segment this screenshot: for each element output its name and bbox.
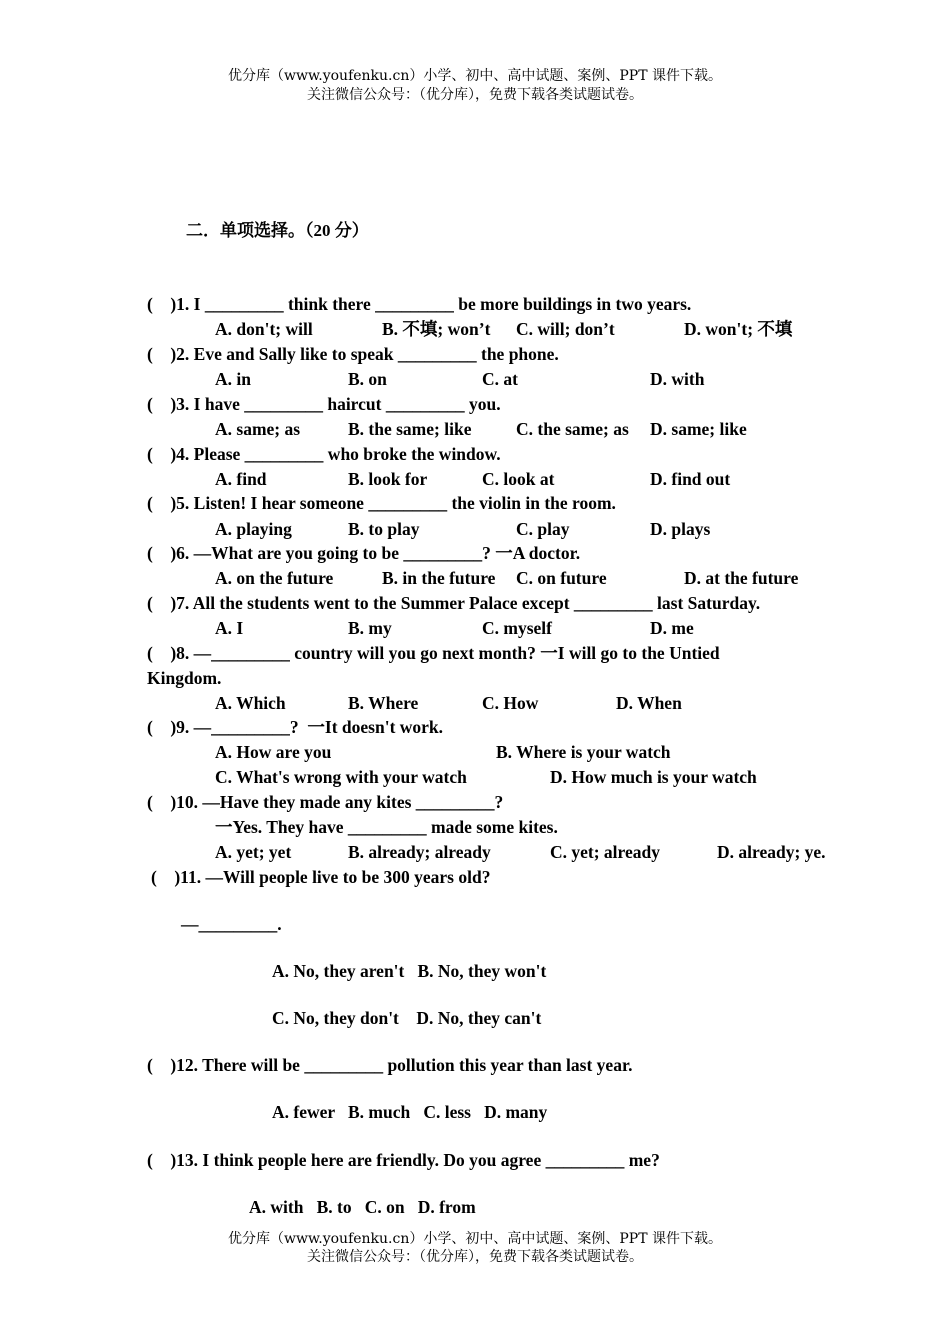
question-6-stem: ( )6. —What are you going to be _________? 一A doctor. xyxy=(147,543,581,563)
question-5-stem: ( )5. Listen! I hear someone _________ the violin in the room. xyxy=(147,493,616,513)
question-10-stem: ( )10. —Have they made any kites _________? xyxy=(147,792,504,812)
question-7-option-a: A. I xyxy=(215,618,244,638)
question-10-option-b: B. already; already xyxy=(348,842,491,862)
question-4-option-c: C. look at xyxy=(482,469,555,489)
question-8-option-c: C. How xyxy=(482,693,539,713)
question-3-option-b: B. the same; like xyxy=(348,419,472,439)
question-13-stem: ( )13. I think people here are friendly. Do you agree _________ me? xyxy=(147,1150,660,1170)
question-11-stem: ( )11. —Will people live to be 300 years old? xyxy=(151,867,491,887)
question-11-answer-blank: —_________. xyxy=(181,914,282,934)
question-7-option-d: D. me xyxy=(650,618,694,638)
question-9-stem: ( )9. —_________? 一It doesn't work. xyxy=(147,717,444,737)
question-7-option-b: B. my xyxy=(348,618,392,638)
question-8-option-b: B. Where xyxy=(348,693,419,713)
question-7-stem: ( )7. All the students went to the Summer Palace except _________ last Saturday. xyxy=(147,593,761,613)
question-6-option-c: C. on future xyxy=(516,568,607,588)
question-8-option-a: A. Which xyxy=(215,693,286,713)
question-8-stem-continued: Kingdom. xyxy=(147,668,222,688)
page-footer-line-1: 优分库（www.youfenku.cn）小学、初中、高中试题、案例、PPT 课件下载。 xyxy=(227,1231,722,1247)
question-5-option-d: D. plays xyxy=(650,519,711,539)
page-header-line-1: 优分库（www.youfenku.cn）小学、初中、高中试题、案例、PPT 课件下载。 xyxy=(227,68,722,84)
question-1-option-a: A. don't; will xyxy=(215,319,313,339)
question-13-options: A. with B. to C. on D. from xyxy=(249,1197,476,1217)
question-9-option-a: A. How are you xyxy=(215,742,332,762)
question-4-option-a: A. find xyxy=(215,469,267,489)
question-6-option-b: B. in the future xyxy=(382,568,496,588)
question-6-option-d: D. at the future xyxy=(684,568,799,588)
question-6-option-a: A. on the future xyxy=(215,568,334,588)
question-1-option-b: B. 不填; won’t xyxy=(382,319,491,339)
question-5-option-c: C. play xyxy=(516,519,570,539)
question-9-option-d: D. How much is your watch xyxy=(550,767,757,787)
question-1-option-d: D. won't; 不填 xyxy=(684,319,793,339)
question-12-options: A. fewer B. much C. less D. many xyxy=(272,1102,548,1122)
question-4-option-d: D. find out xyxy=(650,469,731,489)
question-2-option-d: D. with xyxy=(650,369,705,389)
question-2-stem: ( )2. Eve and Sally like to speak _________ the phone. xyxy=(147,344,559,364)
question-7-option-c: C. myself xyxy=(482,618,552,638)
question-10-option-a: A. yet; yet xyxy=(215,842,292,862)
question-9-option-b: B. Where is your watch xyxy=(496,742,671,762)
question-3-stem: ( )3. I have _________ haircut _________ you. xyxy=(147,394,501,414)
page-footer-line-2: 关注微信公众号：（优分库），免费下载各类试题试卷。 xyxy=(307,1249,643,1265)
question-1-stem: ( )1. I _________ think there _________ be more buildings in two years. xyxy=(147,294,692,314)
section-title: 二．单项选择。（20 分） xyxy=(186,221,369,240)
question-3-option-a: A. same; as xyxy=(215,419,301,439)
question-10-option-c: C. yet; already xyxy=(550,842,660,862)
question-12-stem: ( )12. There will be _________ pollution this year than last year. xyxy=(147,1055,633,1075)
page-header-line-2: 关注微信公众号：（优分库），免费下载各类试题试卷。 xyxy=(307,87,643,103)
question-4-option-b: B. look for xyxy=(348,469,428,489)
question-5-option-b: B. to play xyxy=(348,519,420,539)
question-10-option-d: D. already; ye. xyxy=(717,842,826,862)
question-8-option-d: D. When xyxy=(616,693,682,713)
question-5-option-a: A. playing xyxy=(215,519,292,539)
question-11-options-ab: A. No, they aren't B. No, they won't xyxy=(272,961,547,981)
question-10-stem-continued: 一Yes. They have _________ made some kites. xyxy=(215,817,558,837)
question-1-option-c: C. will; don’t xyxy=(516,319,615,339)
question-2-option-a: A. in xyxy=(215,369,251,389)
question-2-option-b: B. on xyxy=(348,369,387,389)
question-3-option-c: C. the same; as xyxy=(516,419,629,439)
question-4-stem: ( )4. Please _________ who broke the window. xyxy=(147,444,501,464)
question-9-option-c: C. What's wrong with your watch xyxy=(215,767,467,787)
question-11-options-cd: C. No, they don't D. No, they can't xyxy=(272,1008,542,1028)
question-3-option-d: D. same; like xyxy=(650,419,747,439)
question-2-option-c: C. at xyxy=(482,369,518,389)
question-8-stem: ( )8. —_________ country will you go next month? 一I will go to the Untied xyxy=(147,643,720,663)
